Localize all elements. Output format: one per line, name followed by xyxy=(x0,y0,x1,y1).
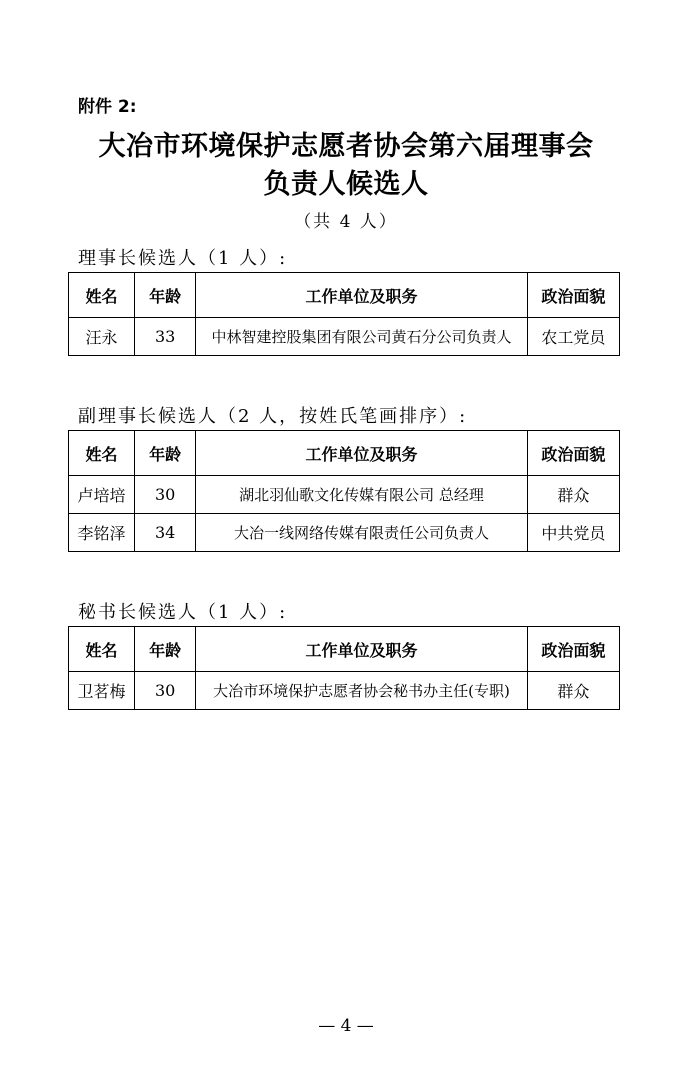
page-number: — 4 — xyxy=(318,1016,374,1036)
cell-political: 农工党员 xyxy=(527,318,619,356)
cell-name: 汪永 xyxy=(69,318,135,356)
cell-name: 卢培培 xyxy=(69,476,135,514)
cell-unit: 大冶一线网络传媒有限责任公司负责人 xyxy=(196,514,528,552)
cell-unit: 大冶市环境保护志愿者协会秘书办主任(专职) xyxy=(196,672,528,710)
table-row xyxy=(69,672,620,710)
cell-age: 30 xyxy=(135,476,196,514)
header-name: 姓名 xyxy=(69,627,135,672)
table-header-row xyxy=(69,431,620,476)
header-political: 政治面貌 xyxy=(527,431,619,476)
header-political: 政治面貌 xyxy=(527,273,619,318)
cell-age: 33 xyxy=(135,318,196,356)
cell-name: 卫茗梅 xyxy=(69,672,135,710)
cell-age: 30 xyxy=(135,672,196,710)
section-label-secretary-general: 秘书长候选人（1 人）: xyxy=(78,602,288,623)
header-unit: 工作单位及职务 xyxy=(196,627,528,672)
header-name: 姓名 xyxy=(69,273,135,318)
document-title-line1: 大冶市环境保护志愿者协会第六届理事会 xyxy=(98,131,594,162)
table-header-row xyxy=(69,627,620,672)
attachment-label: 附件 2: xyxy=(78,97,137,117)
candidate-total: （共 4 人） xyxy=(294,212,398,232)
header-name: 姓名 xyxy=(69,431,135,476)
secretary-general-table xyxy=(68,626,620,710)
cell-unit: 中林智建控股集团有限公司黄石分公司负责人 xyxy=(196,318,528,356)
header-unit: 工作单位及职务 xyxy=(196,273,528,318)
table-row xyxy=(69,318,620,356)
table-header-row xyxy=(69,273,620,318)
cell-political: 群众 xyxy=(527,476,619,514)
header-age: 年龄 xyxy=(135,627,196,672)
chairman-table xyxy=(68,272,620,356)
document-title-line2: 负责人候选人 xyxy=(263,169,429,200)
table-row xyxy=(69,476,620,514)
cell-name: 李铭泽 xyxy=(69,514,135,552)
cell-political: 中共党员 xyxy=(527,514,619,552)
section-label-chairman: 理事长候选人（1 人）: xyxy=(78,248,288,269)
header-age: 年龄 xyxy=(135,273,196,318)
section-label-vice-chairman: 副理事长候选人（2 人，按姓氏笔画排序）: xyxy=(78,406,468,427)
header-political: 政治面貌 xyxy=(527,627,619,672)
cell-unit: 湖北羽仙歌文化传媒有限公司 总经理 xyxy=(196,476,528,514)
vice-chairman-table xyxy=(68,430,620,552)
header-unit: 工作单位及职务 xyxy=(196,431,528,476)
table-row xyxy=(69,514,620,552)
cell-political: 群众 xyxy=(527,672,619,710)
cell-age: 34 xyxy=(135,514,196,552)
header-age: 年龄 xyxy=(135,431,196,476)
